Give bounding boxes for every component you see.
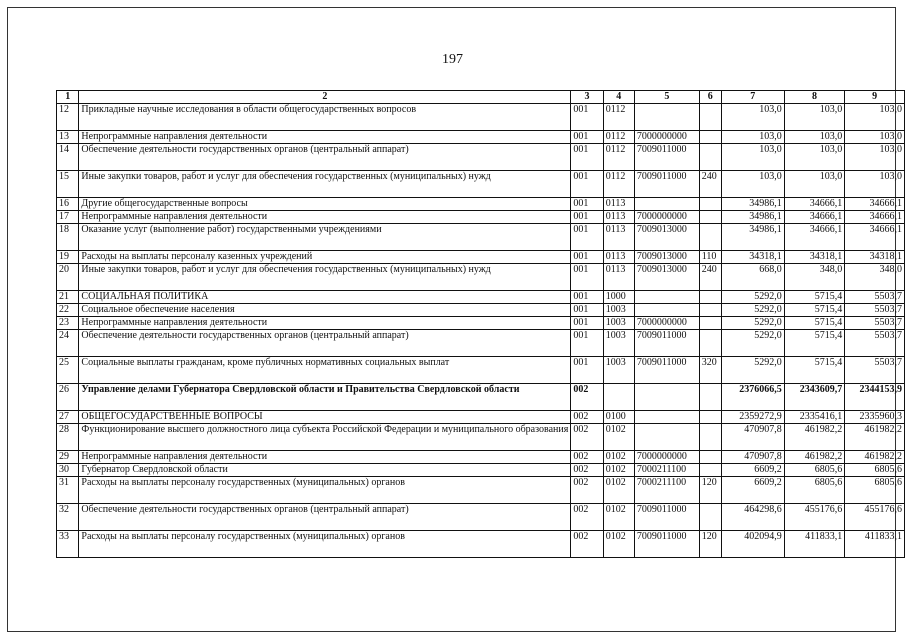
amount-col-7: 2376066,5 [721, 384, 784, 411]
row-number: 30 [57, 464, 79, 477]
target-article-code [634, 384, 699, 411]
amount-col-7: 34986,1 [721, 224, 784, 251]
target-article-code: 7009011000 [634, 330, 699, 357]
target-article-code: 7009013000 [634, 264, 699, 291]
target-article-code [634, 104, 699, 131]
row-name: Прикладные научные исследования в области общегосударственных вопросов [79, 104, 571, 131]
amount-col-9: 2344153,9 [845, 384, 905, 411]
section-code: 0112 [603, 104, 634, 131]
table-row [57, 317, 905, 330]
expense-type-code [699, 198, 721, 211]
section-code [603, 384, 634, 411]
target-article-code: 7009011000 [634, 504, 699, 531]
table-row [57, 211, 905, 224]
table-row [57, 477, 905, 504]
row-name: Иные закупки товаров, работ и услуг для обеспечения государственных (муниципальных) нужд [79, 171, 571, 198]
ministry-code: 001 [571, 211, 603, 224]
target-article-code: 7000000000 [634, 211, 699, 224]
column-header: 6 [699, 91, 721, 104]
amount-col-9: 5503,7 [845, 291, 905, 304]
amount-col-9: 455176,6 [845, 504, 905, 531]
amount-col-9: 461982,2 [845, 424, 905, 451]
amount-col-9: 103,0 [845, 171, 905, 198]
section-code: 0102 [603, 477, 634, 504]
section-code: 0102 [603, 451, 634, 464]
row-number: 28 [57, 424, 79, 451]
table-row [57, 531, 905, 558]
amount-col-7: 5292,0 [721, 357, 784, 384]
row-name: Обеспечение деятельности государственных органов (центральный аппарат) [79, 504, 571, 531]
row-number: 20 [57, 264, 79, 291]
row-name: СОЦИАЛЬНАЯ ПОЛИТИКА [79, 291, 571, 304]
table-row [57, 198, 905, 211]
row-name: Непрограммные направления деятельности [79, 211, 571, 224]
column-header: 4 [603, 91, 634, 104]
amount-col-8: 34666,1 [784, 224, 844, 251]
section-code: 0102 [603, 531, 634, 558]
amount-col-8: 6805,6 [784, 464, 844, 477]
target-article-code: 7009013000 [634, 224, 699, 251]
row-number: 23 [57, 317, 79, 330]
row-name: Оказание услуг (выполнение работ) государственными учреждениями [79, 224, 571, 251]
row-name: Непрограммные направления деятельности [79, 451, 571, 464]
amount-col-7: 103,0 [721, 104, 784, 131]
row-name: Социальное обеспечение населения [79, 304, 571, 317]
ministry-code: 002 [571, 451, 603, 464]
amount-col-9: 411833,1 [845, 531, 905, 558]
amount-col-8: 34666,1 [784, 198, 844, 211]
section-code: 1003 [603, 304, 634, 317]
expense-type-code: 240 [699, 264, 721, 291]
amount-col-9: 348,0 [845, 264, 905, 291]
target-article-code [634, 411, 699, 424]
table-row [57, 504, 905, 531]
expense-type-code [699, 464, 721, 477]
row-name: Функционирование высшего должностного лица субъекта Российской Федерации и муниципального образования [79, 424, 571, 451]
ministry-code: 002 [571, 411, 603, 424]
ministry-code: 001 [571, 251, 603, 264]
amount-col-9: 103,0 [845, 144, 905, 171]
target-article-code: 7000000000 [634, 451, 699, 464]
amount-col-7: 402094,9 [721, 531, 784, 558]
table-row [57, 451, 905, 464]
expense-type-code [699, 211, 721, 224]
amount-col-7: 6609,2 [721, 477, 784, 504]
column-header: 3 [571, 91, 603, 104]
row-name: Губернатор Свердловской области [79, 464, 571, 477]
amount-col-8: 461982,2 [784, 451, 844, 464]
table-row [57, 171, 905, 198]
ministry-code: 002 [571, 464, 603, 477]
table-row [57, 411, 905, 424]
row-number: 17 [57, 211, 79, 224]
target-article-code: 7000000000 [634, 131, 699, 144]
row-name: Обеспечение деятельности государственных органов (центральный аппарат) [79, 330, 571, 357]
ministry-code: 001 [571, 304, 603, 317]
amount-col-7: 470907,8 [721, 451, 784, 464]
section-code: 0100 [603, 411, 634, 424]
amount-col-9: 103,0 [845, 131, 905, 144]
amount-col-8: 348,0 [784, 264, 844, 291]
row-number: 14 [57, 144, 79, 171]
section-code: 0113 [603, 224, 634, 251]
amount-col-7: 5292,0 [721, 330, 784, 357]
section-code: 1003 [603, 357, 634, 384]
amount-col-8: 2343609,7 [784, 384, 844, 411]
section-code: 1000 [603, 291, 634, 304]
row-number: 32 [57, 504, 79, 531]
ministry-code: 002 [571, 424, 603, 451]
expense-type-code [699, 224, 721, 251]
page-number: 197 [442, 52, 463, 67]
table-row [57, 104, 905, 131]
row-number: 26 [57, 384, 79, 411]
row-name: Обеспечение деятельности государственных органов (центральный аппарат) [79, 144, 571, 171]
expense-type-code [699, 304, 721, 317]
row-number: 24 [57, 330, 79, 357]
target-article-code: 7000211100 [634, 477, 699, 504]
amount-col-8: 461982,2 [784, 424, 844, 451]
row-number: 33 [57, 531, 79, 558]
table-row [57, 131, 905, 144]
table-row [57, 357, 905, 384]
amount-col-8: 5715,4 [784, 291, 844, 304]
target-article-code: 7000211100 [634, 464, 699, 477]
ministry-code: 001 [571, 104, 603, 131]
amount-col-9: 34318,1 [845, 251, 905, 264]
amount-col-7: 103,0 [721, 144, 784, 171]
table-row [57, 304, 905, 317]
column-header: 2 [79, 91, 571, 104]
amount-col-7: 464298,6 [721, 504, 784, 531]
ministry-code: 001 [571, 317, 603, 330]
section-code: 0102 [603, 464, 634, 477]
row-number: 21 [57, 291, 79, 304]
ministry-code: 001 [571, 131, 603, 144]
row-number: 27 [57, 411, 79, 424]
ministry-code: 002 [571, 504, 603, 531]
table-row [57, 384, 905, 411]
row-number: 16 [57, 198, 79, 211]
amount-col-9: 5503,7 [845, 330, 905, 357]
target-article-code: 7000000000 [634, 317, 699, 330]
amount-col-8: 5715,4 [784, 317, 844, 330]
ministry-code: 002 [571, 477, 603, 504]
amount-col-7: 103,0 [721, 131, 784, 144]
row-name: Расходы на выплаты персоналу государственных (муниципальных) органов [79, 477, 571, 504]
amount-col-9: 5503,7 [845, 317, 905, 330]
section-code: 0113 [603, 211, 634, 224]
target-article-code: 7009011000 [634, 144, 699, 171]
target-article-code [634, 304, 699, 317]
row-number: 15 [57, 171, 79, 198]
expense-type-code: 110 [699, 251, 721, 264]
ministry-code: 002 [571, 531, 603, 558]
amount-col-7: 668,0 [721, 264, 784, 291]
amount-col-8: 103,0 [784, 131, 844, 144]
amount-col-7: 6609,2 [721, 464, 784, 477]
header-row [57, 91, 905, 104]
expense-type-code [699, 504, 721, 531]
amount-col-8: 5715,4 [784, 330, 844, 357]
amount-col-8: 455176,6 [784, 504, 844, 531]
amount-col-8: 5715,4 [784, 357, 844, 384]
amount-col-8: 411833,1 [784, 531, 844, 558]
amount-col-9: 5503,7 [845, 304, 905, 317]
table-row [57, 424, 905, 451]
target-article-code: 7009013000 [634, 251, 699, 264]
amount-col-8: 103,0 [784, 104, 844, 131]
amount-col-9: 461982,2 [845, 451, 905, 464]
column-header: 7 [721, 91, 784, 104]
ministry-code: 001 [571, 224, 603, 251]
target-article-code [634, 291, 699, 304]
row-name: Непрограммные направления деятельности [79, 131, 571, 144]
column-header: 1 [57, 91, 79, 104]
section-code: 1003 [603, 330, 634, 357]
target-article-code [634, 424, 699, 451]
ministry-code: 001 [571, 198, 603, 211]
ministry-code: 002 [571, 384, 603, 411]
row-name: Непрограммные направления деятельности [79, 317, 571, 330]
row-number: 18 [57, 224, 79, 251]
amount-col-9: 6805,6 [845, 464, 905, 477]
table-row [57, 291, 905, 304]
section-code: 1003 [603, 317, 634, 330]
amount-col-9: 34666,1 [845, 224, 905, 251]
amount-col-8: 103,0 [784, 171, 844, 198]
ministry-code: 001 [571, 330, 603, 357]
row-name: ОБЩЕГОСУДАРСТВЕННЫЕ ВОПРОСЫ [79, 411, 571, 424]
amount-col-7: 34318,1 [721, 251, 784, 264]
amount-col-9: 2335960,3 [845, 411, 905, 424]
expense-type-code: 120 [699, 477, 721, 504]
expense-type-code [699, 424, 721, 451]
amount-col-8: 34318,1 [784, 251, 844, 264]
section-code: 0112 [603, 171, 634, 198]
ministry-code: 001 [571, 291, 603, 304]
target-article-code: 7009011000 [634, 531, 699, 558]
table-body [57, 104, 905, 558]
row-number: 31 [57, 477, 79, 504]
expense-type-code [699, 131, 721, 144]
row-name: Управление делами Губернатора Свердловской области и Правительства Свердловской области [79, 384, 571, 411]
expense-type-code: 120 [699, 531, 721, 558]
column-header: 5 [634, 91, 699, 104]
amount-col-9: 34666,1 [845, 211, 905, 224]
amount-col-7: 470907,8 [721, 424, 784, 451]
amount-col-7: 5292,0 [721, 304, 784, 317]
table-row [57, 264, 905, 291]
budget-table [56, 90, 905, 558]
section-code: 0113 [603, 251, 634, 264]
table-row [57, 464, 905, 477]
amount-col-8: 6805,6 [784, 477, 844, 504]
table-row [57, 224, 905, 251]
amount-col-9: 34666,1 [845, 198, 905, 211]
section-code: 0112 [603, 131, 634, 144]
section-code: 0112 [603, 144, 634, 171]
amount-col-8: 2335416,1 [784, 411, 844, 424]
amount-col-9: 103,0 [845, 104, 905, 131]
section-code: 0102 [603, 504, 634, 531]
row-name: Другие общегосударственные вопросы [79, 198, 571, 211]
ministry-code: 001 [571, 171, 603, 198]
expense-type-code [699, 451, 721, 464]
amount-col-7: 5292,0 [721, 317, 784, 330]
expense-type-code [699, 144, 721, 171]
expense-type-code [699, 384, 721, 411]
row-number: 22 [57, 304, 79, 317]
row-number: 29 [57, 451, 79, 464]
expense-type-code [699, 330, 721, 357]
expense-type-code [699, 291, 721, 304]
amount-col-8: 103,0 [784, 144, 844, 171]
table-row [57, 330, 905, 357]
section-code: 0102 [603, 424, 634, 451]
expense-type-code: 240 [699, 171, 721, 198]
row-name: Расходы на выплаты персоналу казенных учреждений [79, 251, 571, 264]
section-code: 0113 [603, 198, 634, 211]
amount-col-8: 5715,4 [784, 304, 844, 317]
target-article-code: 7009011000 [634, 357, 699, 384]
ministry-code: 001 [571, 264, 603, 291]
row-number: 19 [57, 251, 79, 264]
expense-type-code [699, 411, 721, 424]
ministry-code: 001 [571, 357, 603, 384]
row-name: Расходы на выплаты персоналу государственных (муниципальных) органов [79, 531, 571, 558]
section-code: 0113 [603, 264, 634, 291]
row-number: 12 [57, 104, 79, 131]
amount-col-7: 34986,1 [721, 211, 784, 224]
target-article-code: 7009011000 [634, 171, 699, 198]
row-number: 25 [57, 357, 79, 384]
table-row [57, 144, 905, 171]
row-number: 13 [57, 131, 79, 144]
expense-type-code: 320 [699, 357, 721, 384]
column-header: 8 [784, 91, 844, 104]
amount-col-9: 5503,7 [845, 357, 905, 384]
table-row [57, 251, 905, 264]
amount-col-7: 103,0 [721, 171, 784, 198]
amount-col-7: 2359272,9 [721, 411, 784, 424]
amount-col-7: 34986,1 [721, 198, 784, 211]
expense-type-code [699, 104, 721, 131]
target-article-code [634, 198, 699, 211]
row-name: Иные закупки товаров, работ и услуг для обеспечения государственных (муниципальных) нужд [79, 264, 571, 291]
column-header: 9 [845, 91, 905, 104]
amount-col-7: 5292,0 [721, 291, 784, 304]
amount-col-8: 34666,1 [784, 211, 844, 224]
row-name: Социальные выплаты гражданам, кроме публичных нормативных социальных выплат [79, 357, 571, 384]
expense-type-code [699, 317, 721, 330]
ministry-code: 001 [571, 144, 603, 171]
amount-col-9: 6805,6 [845, 477, 905, 504]
